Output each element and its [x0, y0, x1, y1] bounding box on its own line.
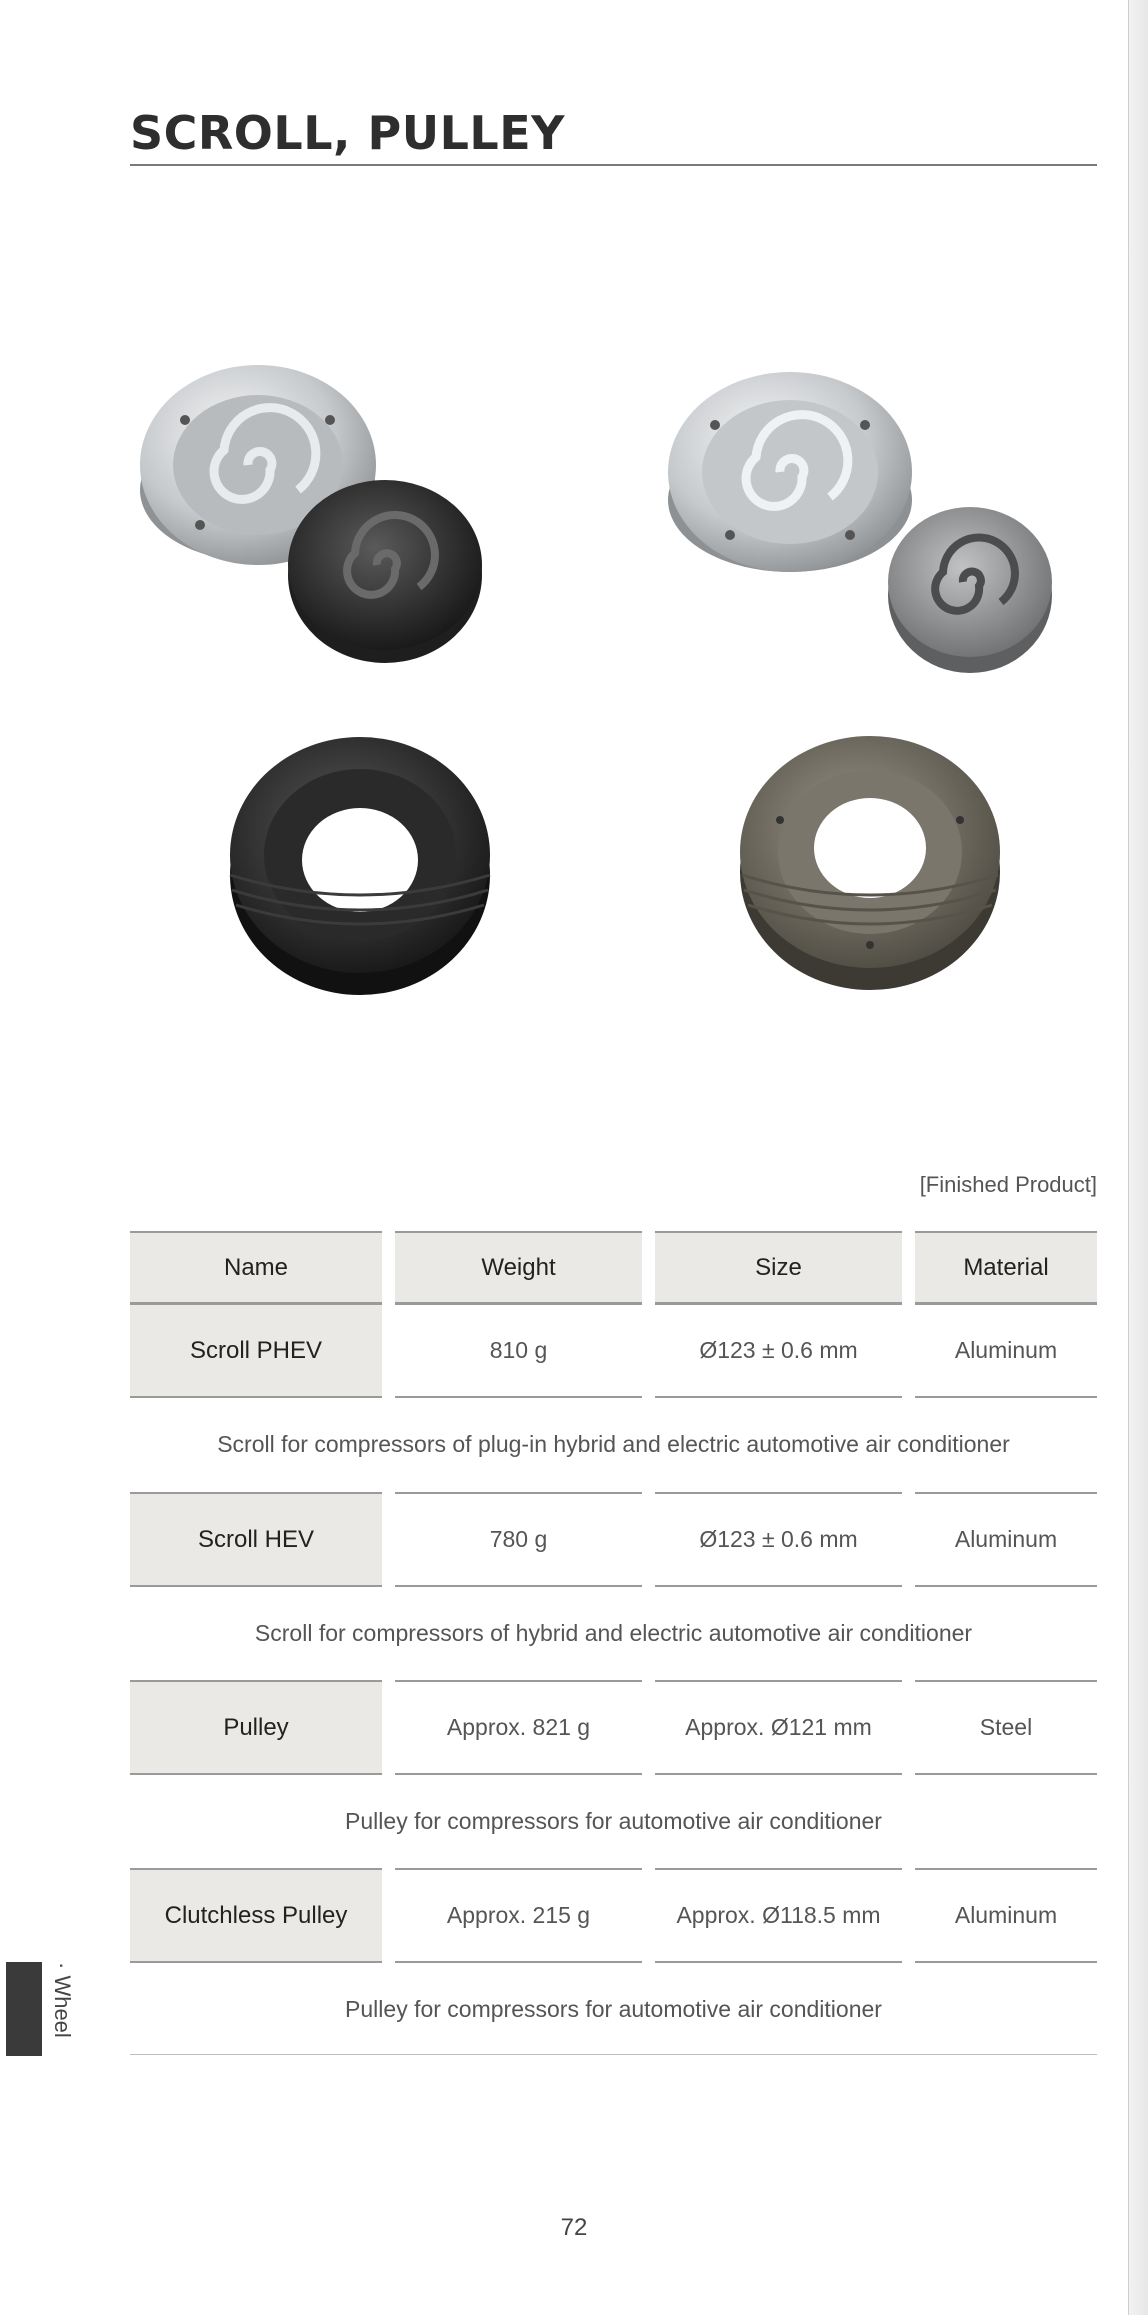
header-material: Material — [915, 1231, 1097, 1304]
side-section-tab — [6, 1962, 42, 2056]
scroll-phev-photo — [140, 365, 482, 663]
pulley-photo — [230, 737, 490, 995]
page-number: 72 — [560, 2214, 588, 2241]
row-pulley-name: Pulley — [130, 1680, 382, 1775]
row-scroll-phev-description: Scroll for compressors of plug-in hybrid and electric automotive air conditioner — [217, 1431, 1010, 1457]
product-photos — [130, 300, 1097, 1060]
row-pulley-description: Pulley for compressors for automotive air conditioner — [345, 1808, 882, 1834]
row-scroll-hev-description: Scroll for compressors of hybrid and electric automotive air conditioner — [254, 1620, 973, 1646]
header-name: Name — [130, 1231, 382, 1304]
page-title: SCROLL, PULLEY — [130, 106, 565, 160]
title-divider — [130, 164, 1097, 166]
row-scroll-phev-weight: 810 g — [395, 1303, 642, 1398]
row-clutchless-pulley-name: Clutchless Pulley — [130, 1868, 382, 1963]
row-scroll-hev-material: Aluminum — [915, 1492, 1097, 1587]
row-clutchless-pulley-description: Pulley for compressors for automotive air conditioner — [345, 1996, 882, 2022]
row-clutchless-pulley-material: Aluminum — [915, 1868, 1097, 1963]
table-bottom-divider — [130, 2054, 1097, 2055]
row-scroll-phev-material: Aluminum — [915, 1303, 1097, 1398]
row-clutchless-pulley-weight: Approx. 215 g — [395, 1868, 642, 1963]
row-clutchless-pulley-size: Approx. Ø118.5 mm — [655, 1868, 902, 1963]
scroll-hev-photo — [668, 372, 1052, 673]
side-section-label: · Wheel — [50, 1962, 75, 2038]
row-scroll-phev-size: Ø123 ± 0.6 mm — [655, 1303, 902, 1398]
row-scroll-hev-size: Ø123 ± 0.6 mm — [655, 1492, 902, 1587]
row-scroll-hev-name: Scroll HEV — [130, 1492, 382, 1587]
row-scroll-phev-name: Scroll PHEV — [130, 1303, 382, 1398]
row-scroll-hev-weight: 780 g — [395, 1492, 642, 1587]
finished-product-caption: [Finished Product] — [919, 1172, 1097, 1197]
row-pulley-weight: Approx. 821 g — [395, 1680, 642, 1775]
header-weight: Weight — [395, 1231, 642, 1304]
header-size: Size — [655, 1231, 902, 1304]
row-pulley-material: Steel — [915, 1680, 1097, 1775]
clutchless-pulley-photo — [740, 736, 1000, 990]
row-pulley-size: Approx. Ø121 mm — [655, 1680, 902, 1775]
page-edge — [1128, 0, 1148, 2315]
